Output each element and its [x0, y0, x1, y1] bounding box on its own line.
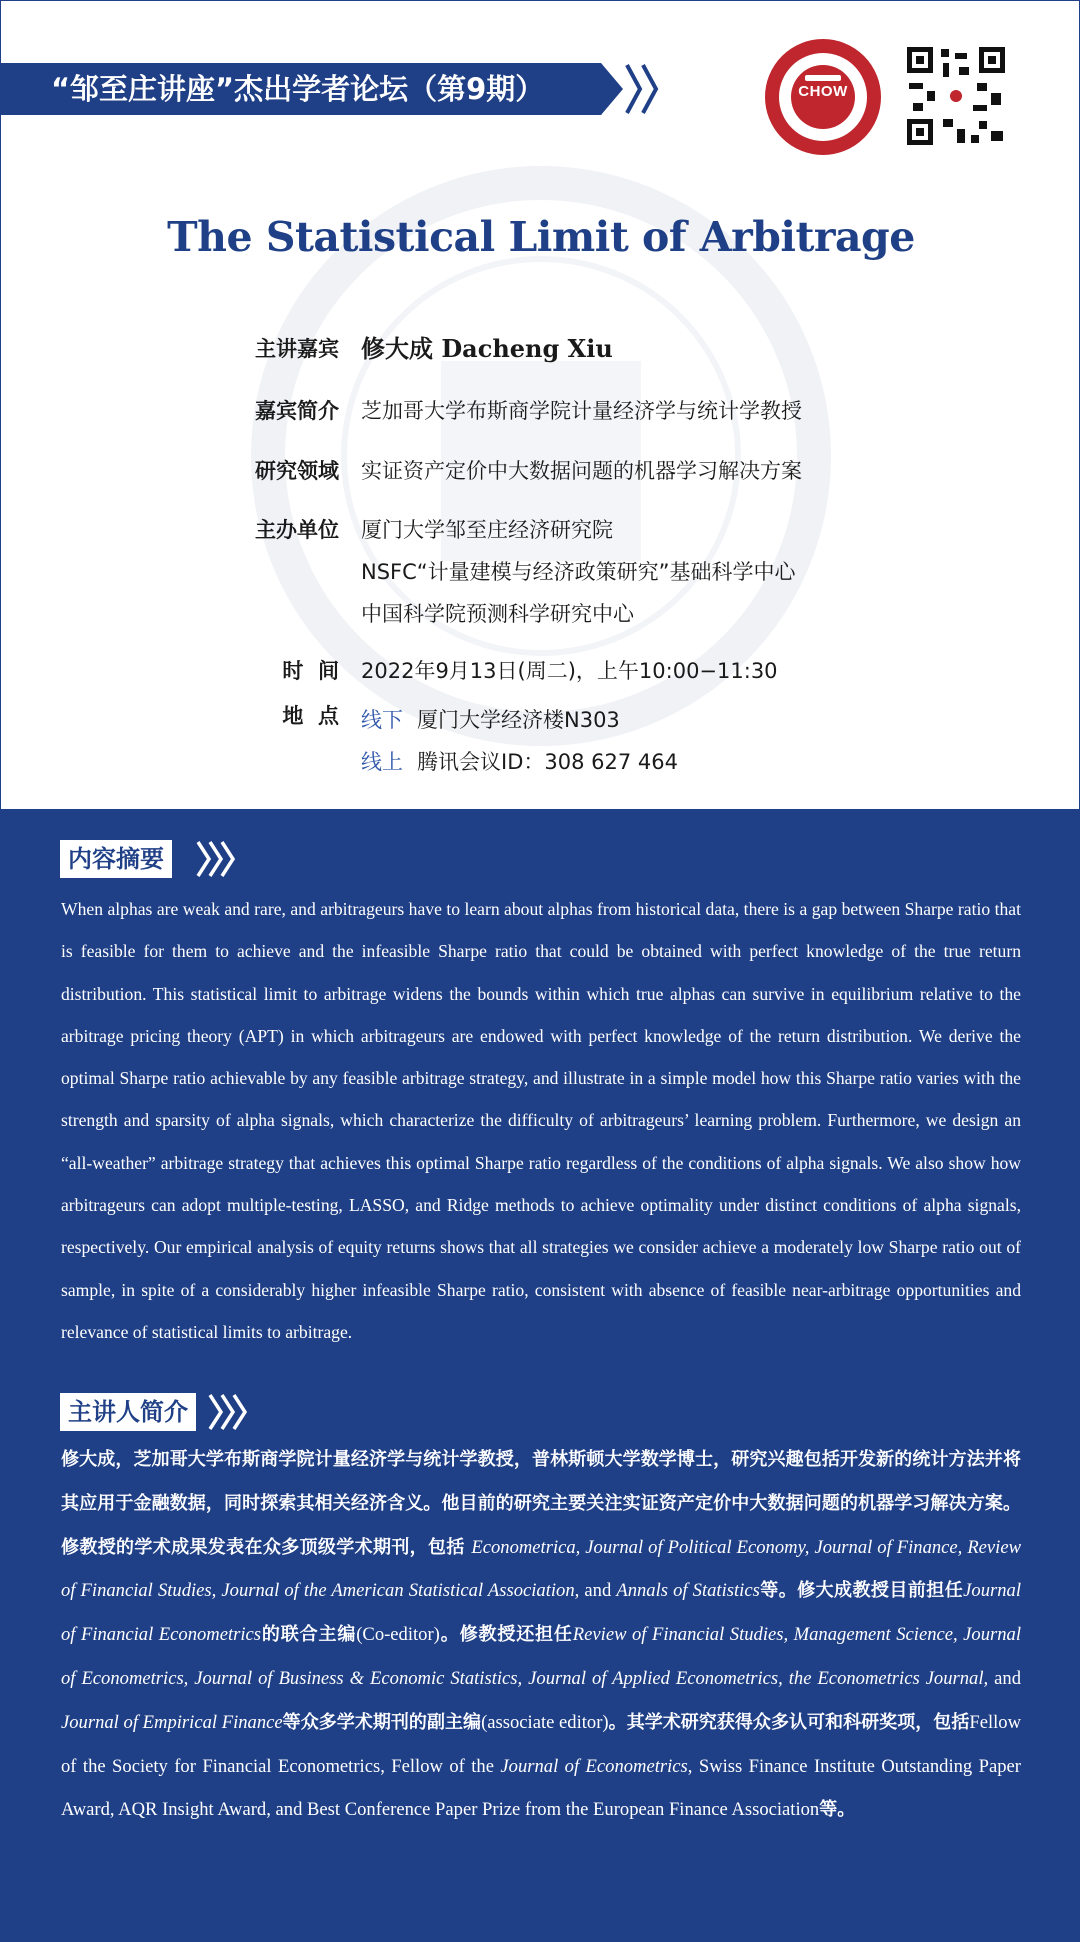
speaker-bio: 修大成，芝加哥大学布斯商学院计量经济学与统计学教授，普林斯顿大学数学博士，研究兴趣包括开发新的统计方法并将其应用于金融数据，同时探索其相关经济含义。他目前的研究主要关注实证资产定价中大数据问题的机器学习解决方案。修教授的学术成果发表在众多顶级学术期刊，包括 Econometrica, Journal of Political Economy, Journal of Finance, Review of Financial Studies, Journal of the American Statistical Association, and Annals of Statistics等。修大成教授目前担任Journal of Financial Econometrics的联合主编(Co-editor)。修教授还担任Review of Financial Studies, Management Science, Journal of Econometrics, Journal of Business & Economic Statistics, Journal of Applied Econometrics, the Econometrics Journal, and Journal of Empirical Finance等众多学术期刊的副主编(associate editor)。其学术研究获得众多认可和科研奖项，包括Fellow of the Society for Financial Econometrics, Fellow of the Journal of Econometrics, Swiss Finance Institute Outstanding Paper Award, AQR Insight Award, and Best Conference Paper Prize from the European Finance Association等。 — [61, 1449, 1022, 1821]
research-field-label: 研究领域 — [255, 459, 339, 483]
organizer-item: 厦门大学邹至庄经济研究院 — [361, 518, 613, 542]
venue-online-meeting-id: 腾讯会议ID：308 627 464 — [417, 750, 678, 774]
research-field: 实证资产定价中大数据问题的机器学习解决方案 — [361, 459, 802, 483]
venue-label: 地 点 — [282, 704, 339, 728]
chevron-right-icon — [641, 63, 659, 115]
qr-code — [907, 47, 1005, 145]
banner-arrow-icon — [601, 63, 623, 115]
abstract-text: When alphas are weak and rare, and arbitrageurs have to learn about alphas from historical data, there is a gap between Sharpe ratio that is feasible for them to achieve and the infeasible Sharpe ratio that could be obtained with perfect knowledge of the true return distribution. This statistical limit to arbitrage widens the bounds within which true alphas can survive in equilibrium relative to the arbitrage pricing theory (APT) in which arbitrageurs are endowed with perfect knowledge of the return distribution. We derive the optimal Sharpe ratio achievable by any feasible arbitrage strategy, and illustrate in a simple model how this Sharpe ratio varies with the strength and sparsity of alpha signals, which characterize the difficulty of arbitrageurs’ learning problem. Furthermore, we design an “all-weather” arbitrage strategy that achieves this optimal Sharpe ratio regardless of the conditions of alpha signals. We also show how arbitrageurs can adopt multiple-testing, LASSO, and Ridge methods to achieve optimality under distinct conditions of alpha signals, respectively. Our empirical analysis of equity returns shows that all strategies we consider achieve a moderately low Sharpe ratio out of sample, in spite of a considerably higher infeasible Sharpe ratio, consistent with absence of feasible near-arbitrage opportunities and relevance of statistical limits to arbitrage. — [61, 899, 1021, 1342]
qr-center-logo — [947, 87, 965, 105]
institute-logo — [765, 39, 881, 155]
chevron-right-icon — [232, 1393, 248, 1431]
time-label: 时 间 — [282, 659, 339, 683]
venue-offline-tag: 线下 — [361, 708, 403, 732]
organizer-item: NSFC“计量建模与经济政策研究”基础科学中心 — [361, 560, 796, 584]
poster-header-section — [0, 0, 1080, 810]
venue-online-tag: 线上 — [361, 750, 403, 774]
speaker-name: 修大成 Dacheng Xiu — [361, 334, 613, 363]
speaker-label: 主讲嘉宾 — [255, 337, 339, 361]
organizers-label: 主办单位 — [255, 518, 339, 542]
venue-offline-address: 厦门大学经济楼N303 — [417, 708, 620, 732]
logo-wordmark: CHOW — [798, 83, 848, 100]
lecture-time: 2022年9月13日(周二)，上午10:00−11:30 — [361, 659, 778, 683]
chevron-right-icon — [220, 840, 236, 878]
abstract-heading-label: 内容摘要 — [60, 840, 172, 878]
bio-heading-label: 主讲人简介 — [60, 1393, 196, 1431]
venue-online — [361, 746, 678, 776]
speaker-profile: 芝加哥大学布斯商学院计量经济学与统计学教授 — [361, 399, 802, 423]
lecture-title: The Statistical Limit of Arbitrage — [167, 213, 915, 261]
organizer-item: 中国科学院预测科学研究中心 — [361, 602, 634, 626]
series-title: “邹至庄讲座”杰出学者论坛（第9期） — [51, 72, 545, 106]
profile-label: 嘉宾简介 — [255, 399, 339, 423]
venue-offline — [361, 704, 620, 734]
